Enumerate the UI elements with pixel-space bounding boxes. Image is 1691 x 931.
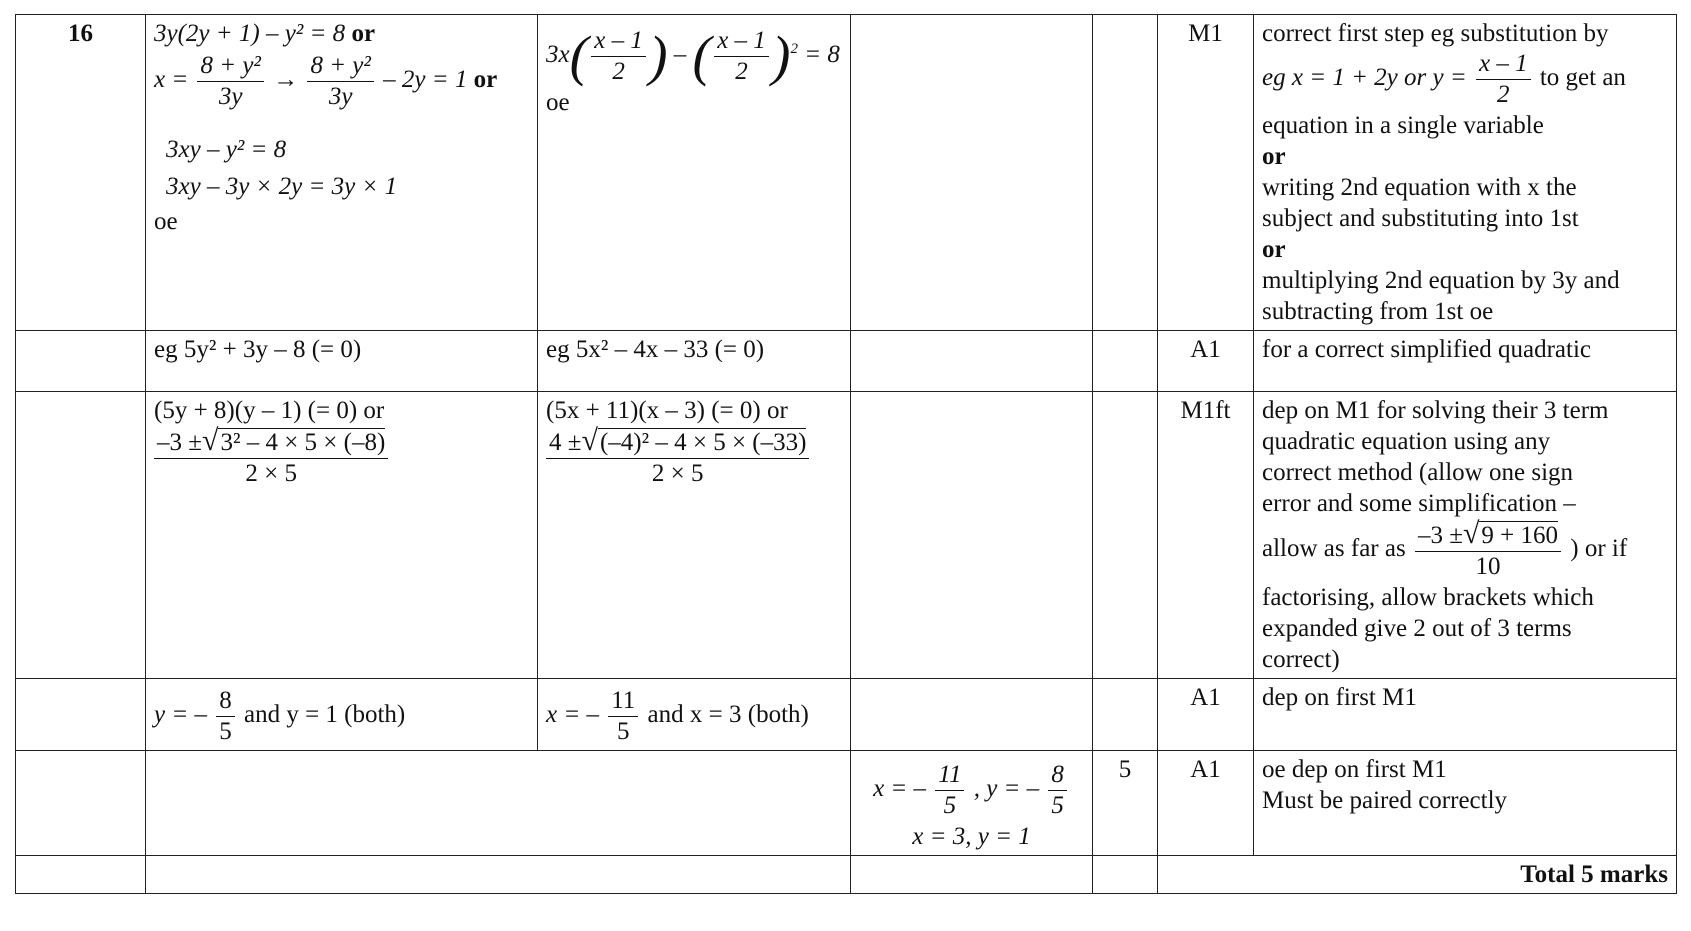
- fraction: $\frac{8}{5}$: [216, 686, 235, 747]
- note-line: subtracting from 1st oe: [1262, 298, 1494, 325]
- arrow: →: [273, 66, 299, 94]
- fraction: $\frac{x - 1}{2}$: [1476, 49, 1531, 110]
- fraction: $\frac{\text{–3 ±√3² – 4 × 5 × (–8)}}{2 \times 5}$: [154, 426, 388, 489]
- working-cell-a: [146, 392, 538, 679]
- note-line: eg x = 1 + 2y or y =: [1262, 64, 1467, 92]
- mark-code: M1: [1158, 15, 1254, 331]
- table-row: [16, 15, 1677, 331]
- notes-cell: dep on first M1: [1254, 679, 1677, 751]
- working-line: 3y(2y + 1) – y² = 8: [154, 20, 346, 47]
- working-cell-b: eg 5x² – 4x – 33 (= 0): [538, 331, 851, 392]
- notes-cell: [1254, 392, 1677, 679]
- marks-total: 5: [1093, 751, 1158, 856]
- note-line: factorising, allow brackets which: [1262, 584, 1594, 611]
- mark-code: A1: [1158, 331, 1254, 392]
- note-line: writing 2nd equation with x the: [1262, 174, 1577, 201]
- working-line: 3xy – y² = 8: [166, 136, 287, 163]
- note-line: dep on M1 for solving their 3 term: [1262, 397, 1609, 424]
- note-line: multiplying 2nd equation by 3y and: [1262, 267, 1620, 294]
- fraction: $\frac{8}{5}$: [1048, 760, 1067, 821]
- fraction: $\frac{-3 \pm√9 + 160}{10}$: [1415, 519, 1561, 582]
- note-line: equation in a single variable: [1262, 112, 1544, 139]
- working-cell-a: [146, 15, 538, 331]
- fraction: $\frac{\text{4 ±√(–4)² – 4 × 5 × (–33)}}{2 \times 5}$: [546, 426, 809, 489]
- note-line: error and some simplification –: [1262, 490, 1576, 517]
- question-number: 16: [16, 15, 146, 331]
- note-line: correct first step eg substitution by: [1262, 20, 1609, 47]
- working-text: –: [673, 41, 687, 69]
- or-label: or: [351, 20, 376, 47]
- working-text: = 8: [804, 41, 840, 69]
- note-line: Must be paired correctly: [1262, 787, 1508, 814]
- note-line: correct method (allow one sign: [1262, 459, 1574, 486]
- fraction: $\frac{\text{8 + y²}}{3y}$: [197, 51, 263, 112]
- working-cell-a: eg 5y² + 3y – 8 (= 0): [146, 331, 538, 392]
- working-line: (5x + 11)(x – 3) (= 0) or: [546, 397, 788, 424]
- note-line: allow as far as: [1262, 535, 1406, 563]
- mark-code: A1: [1158, 751, 1254, 856]
- notes-cell: [1254, 751, 1677, 856]
- working-text: 3x: [546, 41, 570, 69]
- notes-cell: for a correct simplified quadratic: [1254, 331, 1677, 392]
- mark-code: M1ft: [1158, 392, 1254, 679]
- working-line: x =: [154, 66, 189, 94]
- working-line: – 2y = 1: [383, 66, 468, 94]
- note-line: ) or if: [1570, 535, 1628, 563]
- answer-cell: [851, 15, 1093, 331]
- or-label: or: [1262, 236, 1286, 263]
- table-row: [16, 679, 1677, 751]
- working-line: (5y + 8)(y – 1) (= 0) or: [154, 397, 385, 424]
- table-row: [16, 331, 1677, 392]
- note-line: subject and substituting into 1st: [1262, 205, 1579, 232]
- table-row: [16, 392, 1677, 679]
- note-line: to get an: [1539, 64, 1626, 92]
- mark-code: A1: [1158, 679, 1254, 751]
- note-line: correct): [1262, 646, 1340, 673]
- answer-cell: x = – $\frac{11}{5}$ , y = – $\frac{8}{5}$ x = 3, y = 1: [851, 751, 1093, 856]
- or-label: or: [473, 66, 498, 94]
- marks-cell: [1093, 15, 1158, 331]
- oe-label: oe: [154, 208, 178, 235]
- fraction: $\frac{11}{5}$: [935, 760, 964, 821]
- fraction: $\frac{x - 1}{2}$: [591, 26, 646, 87]
- table-row: [16, 856, 1677, 894]
- working-cell-b: 3x( $\frac{x - 1}{2}$ ) – ( $\frac{x - 1}{2}$ )$^2$ = 8 oe: [538, 15, 851, 331]
- working-cell-b: [538, 392, 851, 679]
- total-marks: Total 5 marks: [1158, 856, 1677, 894]
- working-cell-a: y = – $\frac{8}{5}$ and y = 1 (both): [146, 679, 538, 751]
- working-line: 3xy – 3y × 2y = 3y × 1: [166, 173, 398, 200]
- notes-cell: [1254, 15, 1677, 331]
- fraction: $\frac{\text{8 + y²}}{3y}$: [307, 51, 373, 112]
- note-line: quadratic equation using any: [1262, 428, 1551, 455]
- exponent: 2: [790, 40, 798, 57]
- note-line: oe dep on first M1: [1262, 756, 1447, 783]
- working-cell-b: x = – $\frac{11}{5}$ and x = 3 (both): [538, 679, 851, 751]
- table-row: [16, 751, 1677, 856]
- oe-label: oe: [546, 89, 570, 116]
- or-label: or: [1262, 143, 1286, 170]
- fraction: $\frac{11}{5}$: [608, 686, 638, 747]
- answer-line: x = 3, y = 1: [912, 823, 1031, 850]
- note-line: expanded give 2 out of 3 terms: [1262, 615, 1572, 642]
- fraction: $\frac{x - 1}{2}$: [714, 26, 769, 87]
- mark-scheme-table: [15, 14, 1677, 894]
